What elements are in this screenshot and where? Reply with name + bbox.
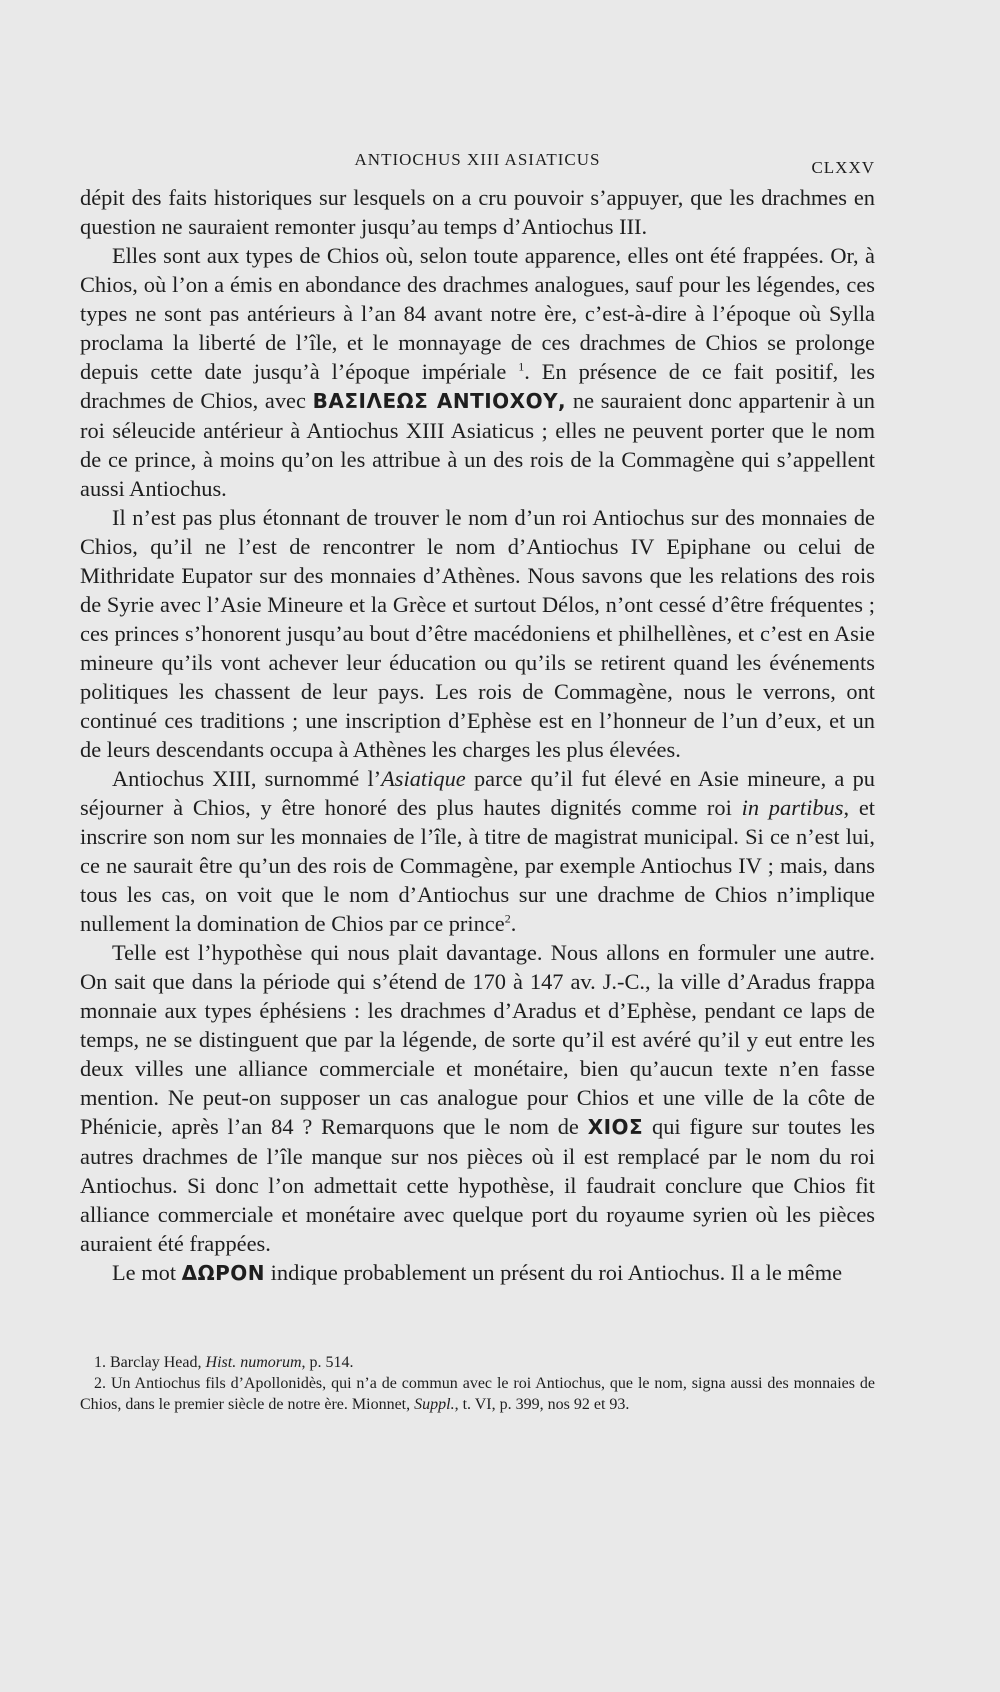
paragraph-text: qui figure sur toutes les autres drachmes de l’île manque sur nos pièces où il est remplacé par le nom du roi Antiochus. Si donc l’on admettait cette hypothèse, il faudrait conclure que Chios fit alliance commerciale et monétaire avec quelque port du royaume syrien où les pièces auraient été frappées. bbox=[80, 1114, 876, 1256]
paragraph-3 bbox=[80, 503, 875, 764]
italic-title: Suppl. bbox=[414, 1396, 455, 1413]
footnote-text: Barclay Head, bbox=[110, 1354, 202, 1371]
main-text bbox=[80, 183, 875, 1288]
paragraph-text: Elles sont aux types de Chios où, selon toute apparence, elles ont été frappées. Or, à Chios, où l’on a émis en abondance des drachmes analogues, sauf pour les légendes, ces types ne sont pas antérieurs à l’an 84 avant notre ère, c’est-à-dire à l’époque où Sylla proclama la liberté de l’île, et le monnayage de ces drachmes de Chios se prolonge depuis cette date jusqu’à l’époque impériale bbox=[80, 243, 875, 384]
footnote-number: 1. bbox=[94, 1354, 106, 1371]
greek-legend: ΔΩΡΟΝ bbox=[181, 1261, 266, 1285]
paragraph-text: Telle est l’hypothèse qui nous plait davantage. Nous allons en formuler une autre. On sait que dans la période qui s’étend de 170 à 147 av. J.-C., la ville d’Aradus frappa monnaie aux types éphésiens : les drachmes d’Aradus et d’Ephèse, pendant ce laps de temps, ne se distinguent que par la légende, de sorte qu’il est avéré qu’il y eut entre les deux villes une alliance commerciale et monétaire, bien qu’aucun texte n’en fasse mention. Ne peut-on supposer un cas analogue pour Chios et une ville de la côte de Phénicie, après l’an 84 ? Remarquons que le nom de bbox=[80, 940, 875, 1139]
greek-legend: ΧΙΟΣ bbox=[587, 1115, 644, 1139]
italic-term: in partibus bbox=[741, 795, 844, 820]
greek-legend: ΒΑΣΙΛΕΩΣ ΑΝΤΙΟΧΟΥ, bbox=[312, 389, 567, 413]
footnote-text: , t. VI, p. 399, nos 92 et 93. bbox=[454, 1396, 630, 1413]
paragraph-text: Le mot bbox=[112, 1260, 177, 1285]
footnote-number: 2. bbox=[94, 1375, 106, 1392]
paragraph-2 bbox=[80, 241, 875, 503]
running-title: ANTIOCHUS XIII ASIATICUS bbox=[354, 150, 601, 169]
paragraph-text: indique probablement un présent du roi Antiochus. Il a le même bbox=[270, 1260, 843, 1285]
page-number: CLXXV bbox=[811, 158, 875, 177]
paragraph-text: . En présence de ce fait positif, les drachmes de Chios, avec bbox=[80, 359, 875, 413]
paragraph-6 bbox=[80, 1258, 875, 1288]
paragraph-1 bbox=[80, 183, 875, 241]
paragraph-text: ne sauraient donc appartenir à un roi séleucide antérieur à Antiochus XIII Asiaticus ; elles ne peuvent porter que le nom de ce prince, à moins qu’on les attribue à un des rois de la Commagène qui s’appellent aussi Antiochus. bbox=[80, 388, 875, 501]
paragraph-text: , et inscrire son nom sur les monnaies de l’île, à titre de magistrat municipal. Si ce n’est lui, ce ne saurait être qu’un des rois de Commagène, par exemple Antiochus IV ; mais, dans tous les cas, on voit que le nom d’Antiochus sur une drachme de Chios n’implique nullement la domination de Chios par ce prince bbox=[80, 795, 876, 936]
paragraph-text: . bbox=[510, 911, 517, 936]
paragraph-5 bbox=[80, 938, 875, 1258]
footnote-2 bbox=[80, 1373, 875, 1415]
paragraph-text: Antiochus XIII, surnommé l’ bbox=[112, 766, 382, 791]
footnote-ref-1: 1 bbox=[518, 359, 525, 374]
paragraph-text: parce qu’il fut élevé en Asie mineure, a pu séjourner à Chios, y être honoré des plus hautes dignités comme roi bbox=[80, 766, 875, 820]
paragraph-4 bbox=[80, 764, 875, 938]
footnote-text: Un Antiochus fils d’Apollonidès, qui n’a de commun avec le roi Antiochus, que le nom, signa aussi des monnaies de Chios, dans le premier siècle de notre ère. Mionnet, bbox=[80, 1375, 876, 1413]
paragraph-text: Il n’est pas plus étonnant de trouver le nom d’un roi Antiochus sur des monnaies de Chios, qu’il ne l’est de rencontrer le nom d’Antiochus IV Epiphane ou celui de Mithridate Eupator sur des monnaies d’Athènes. Nous savons que les relations des rois de Syrie avec l’Asie Mineure et la Grèce et surtout Délos, n’ont cessé d’être fréquentes ; ces princes s’honorent jusqu’au bout d’être macédoniens et philhellènes, et c’est en Asie mineure qu’ils vont achever leur éducation ou qu’ils se retirent quand les événements politiques les chassent de leur pays. Les rois de Commagène, nous le verrons, ont continué ces traditions ; une inscription d’Ephèse est en l’honneur de l’un d’eux, et un de leurs descendants occupa à Athènes les charges les plus élevées. bbox=[80, 505, 875, 762]
italic-title: Hist. numorum bbox=[205, 1354, 302, 1371]
footnote-ref-2: 2 bbox=[504, 911, 511, 926]
page-header bbox=[80, 150, 875, 180]
footnotes bbox=[80, 1352, 875, 1415]
footnote-1 bbox=[80, 1352, 875, 1373]
footnote-text: , p. 514. bbox=[301, 1354, 354, 1371]
italic-term: Asiatique bbox=[381, 766, 466, 791]
paragraph-text: dépit des faits historiques sur lesquels on a cru pouvoir s’appuyer, que les drachmes en question ne sauraient remonter jusqu’au temps d’Antiochus III. bbox=[80, 185, 875, 239]
